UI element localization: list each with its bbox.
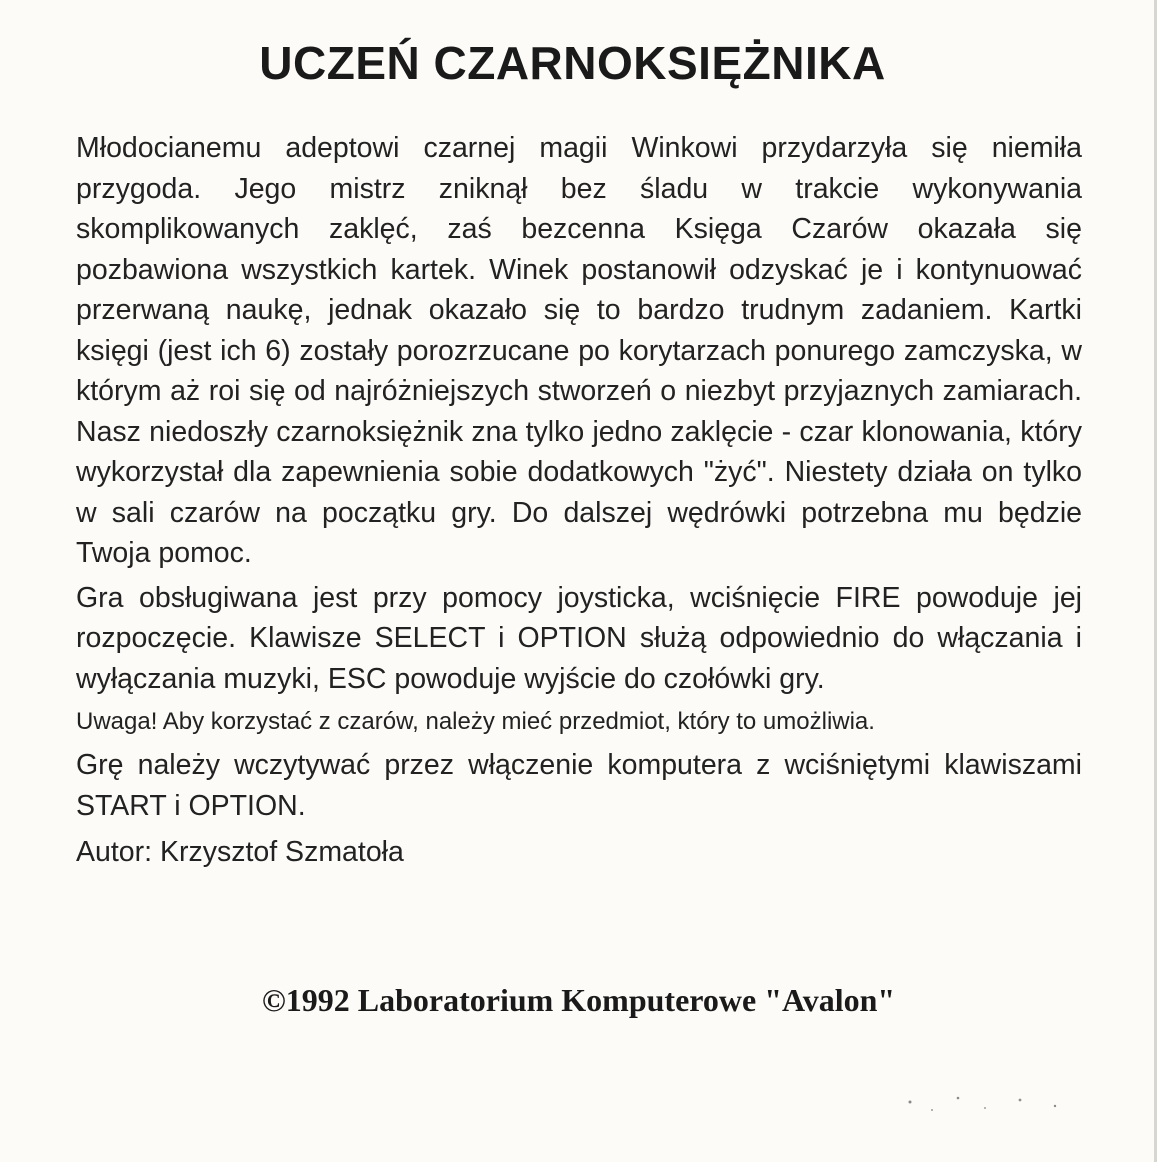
loading-instructions: Grę należy wczytywać przez włączenie komputera z wciśniętymi klawiszami START i OPTION.	[76, 749, 1082, 822]
author-line: Autor: Krzysztof Szmatoła	[76, 836, 404, 868]
story-paragraph: Młodocianemu adeptowi czarnej magii Winkowi przydarzyła się niemiła przygoda. Jego mistrz zniknął bez śladu w trakcie wykonywania skomplikowanych zaklęć, zaś bezcenna Księga Czarów okazała się pozbawiona wszystkich kartek. Winek postanowił odzyskać je i kontynuować przerwaną naukę, jednak okazało się to bardzo trudnym zadaniem. Kartki księgi (jest ich 6) zostały porozrzucane po korytarzach ponurego zamczyska, w którym aż roi się od najróżniejszych stworzeń o niezbyt przyjaznych zamiarach. Nasz niedoszły czarnoksiężnik zna tylko jedno zaklęcie - czar klonowania, który wykorzystał dla zapewnienia sobie dodatkowych "żyć". Niestety działa on tylko w sali czarów na początku gry. Do dalszej wędrówki potrzebna mu będzie Twoja pomoc.	[76, 132, 1082, 569]
page-title: UCZEŃ CZARNOKSIĘŻNIKA	[259, 37, 886, 89]
warning-note: Uwaga! Aby korzystać z czarów, należy mieć przedmiot, który to umożliwia.	[76, 708, 875, 735]
controls-paragraph: Gra obsługiwana jest przy pomocy joysticka, wciśnięcie FIRE powoduje jej rozpoczęcie. Klawisze SELECT i OPTION służą odpowiednio do włączania i wyłączania muzyki, ESC powoduje wyjście do czołówki gry.	[76, 581, 1082, 695]
paper-specks	[880, 1080, 1080, 1130]
copyright-line: ©1992 Laboratorium Komputerowe "Avalon"	[261, 982, 896, 1018]
body-text	[76, 128, 1082, 873]
